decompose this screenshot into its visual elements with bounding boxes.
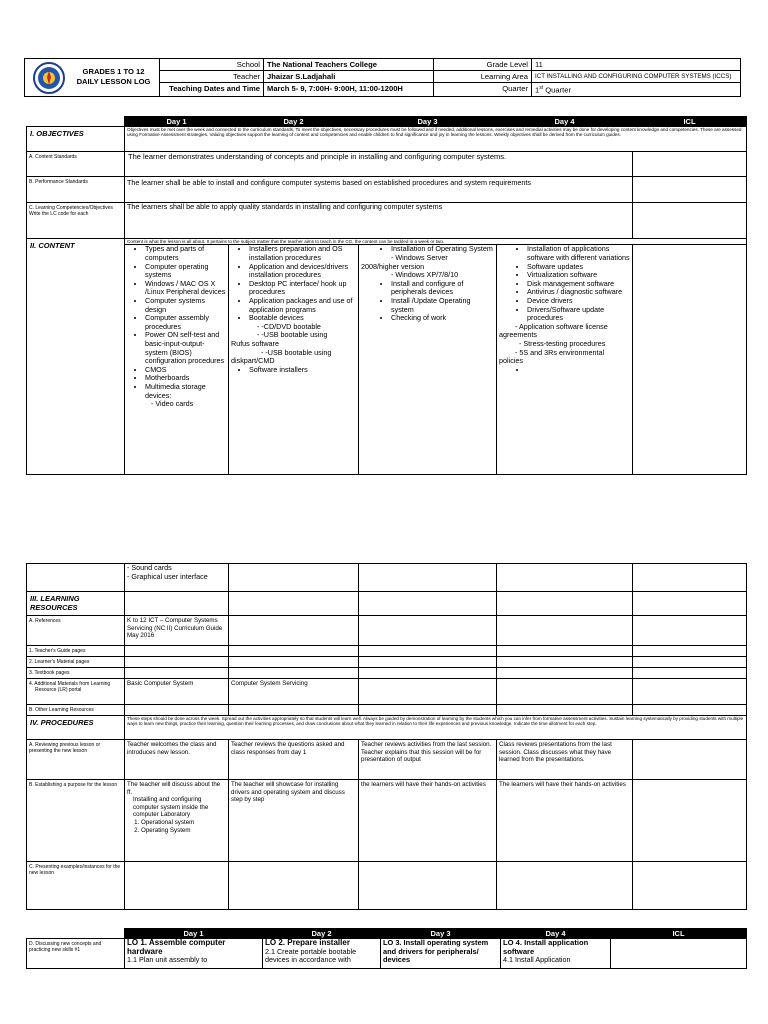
day-1-header-p3: Day 1 bbox=[125, 929, 263, 939]
teachers-guide-label: 1. Teacher's Guide pages bbox=[27, 646, 125, 657]
discussing-concepts-label: D. Discussing new concepts and practicing new skills #1 bbox=[27, 939, 125, 969]
purpose-day2: The teacher will showcase for installing drivers and operating system and discuss step by step bbox=[229, 780, 359, 862]
purpose-day1: The teacher will discuss about the ff. Installing and configuring computer system inside the computer Laboratory 1. Operational system 2. Operating System bbox=[125, 780, 229, 862]
resources-procedures-table bbox=[26, 563, 747, 910]
area-label: Learning Area bbox=[434, 71, 532, 83]
discussing-day3: LO 3. Install operating system and drivers for peripherals/ devices bbox=[381, 939, 501, 969]
content-day3: • Installation of Operating System - Windows Server 2008/higher version - Windows XP/7/8/10 • Install and configure of peripherals devices • Install /Update Operating system • Checking of work bbox=[359, 245, 497, 475]
discussion-table bbox=[26, 928, 747, 969]
dates-label: Teaching Dates and Time bbox=[160, 83, 264, 97]
textbook-label: 3. Textbook pages bbox=[27, 668, 125, 679]
other-resources-label: B. Other Learning Resources bbox=[27, 705, 125, 716]
area-value: ICT INSTALLING AND CONFIGURING COMPUTER SYSTEMS (ICCS) bbox=[532, 71, 741, 83]
header-table bbox=[24, 58, 741, 97]
content-standards-text: The learner demonstrates understanding of concepts and principle in installing and configuring computer systems. bbox=[125, 152, 633, 177]
day-3-header: Day 3 bbox=[359, 117, 497, 127]
day-2-header-p3: Day 2 bbox=[263, 929, 381, 939]
references-text: K to 12 ICT – Computer Systems Servicing (NC II) Curriculum Guide May 2016 bbox=[125, 616, 229, 646]
performance-standards-label: B. Performance Standards bbox=[27, 177, 125, 203]
log-title: DAILY LESSON LOG bbox=[76, 77, 151, 87]
resources-title: III. LEARNING RESOURCES bbox=[27, 592, 125, 616]
school-value: The National Teachers College bbox=[264, 59, 434, 71]
teacher-value: Jhaizar S.Ladjahali bbox=[264, 71, 434, 83]
content-day1: • Types and parts of computers • Computer operating systems • Windows / MAC OS X /Linux Peripheral devices • Computer systems design • Computer assembly procedures • Power ON self-test and basic-input-output-system (BIOS) configuration procedures • CMOS • Motherboards • Multimedia storage devices: - Video cards bbox=[125, 245, 229, 475]
quarter-label: Quarter bbox=[434, 83, 532, 97]
objectives-content-table bbox=[26, 116, 747, 475]
icl-header: ICL bbox=[633, 117, 747, 127]
references-label: A. References bbox=[27, 616, 125, 646]
competencies-label: C. Learning Competencies/Objectives Write the LC code for each bbox=[27, 203, 125, 239]
discussing-day1: LO 1. Assemble computer hardware 1.1 Plan unit assembly to bbox=[125, 939, 263, 969]
objectives-note: Objectives must be met over the week and connected to the curriculum standards. To meet the objectives, necessary procedures must be followed and if needed, additional lessons, exercises and remedial activities may be done for developing content knowledge and competencies. These are assessed using Formative Assessment strategies. Valuing objectives support the learning of content and competencies and enable children to find significance and joy in learning the lessons. Weekly objectives shall be derived from the curriculum guides. bbox=[125, 127, 747, 152]
reviewing-day2: Teacher reviews the questions asked and class responses from day 1 bbox=[229, 740, 359, 780]
teacher-label: Teacher bbox=[160, 71, 264, 83]
purpose-label: B. Establishing a purpose for the lesson bbox=[27, 780, 125, 862]
icl-header-p3: ICL bbox=[611, 929, 747, 939]
competencies-text: The learners shall be able to apply quality standards in installing and configuring computer systems bbox=[125, 203, 633, 239]
school-label: School bbox=[160, 59, 264, 71]
discussing-day4: LO 4. Install application software 4.1 Install Application bbox=[501, 939, 611, 969]
additional-materials-label: 4. Additional Materials from Learning Resource (LR) portal bbox=[27, 679, 125, 705]
content-title: II. CONTENT bbox=[27, 239, 125, 475]
day-4-header-p3: Day 4 bbox=[501, 929, 611, 939]
content-note: Content is what the lesson is all about. It pertains to the subject matter that the teacher aims to teach in the CG, the content can be tackled in a week or two. bbox=[125, 239, 747, 245]
discussing-day2: LO 2. Prepare installer 2.1 Create portable bootable devices in accordance with bbox=[263, 939, 381, 969]
grade-label: Grade Level bbox=[434, 59, 532, 71]
objectives-title: I. OBJECTIVES bbox=[27, 127, 125, 152]
day-1-header: Day 1 bbox=[125, 117, 229, 127]
grade-value: 11 bbox=[532, 59, 741, 71]
content-continued: - Sound cards - Graphical user interface bbox=[125, 564, 229, 592]
quarter-value: 1st Quarter bbox=[532, 83, 741, 97]
purpose-day3: the learners will have their hands-on activities bbox=[359, 780, 497, 862]
reviewing-day3: Teacher reviews activities from the last session. Teacher explains that this session will be for presentation of output bbox=[359, 740, 497, 780]
reviewing-day4: Class reviews presentations from the last session. Class discusses what they have learned from the presentations. bbox=[497, 740, 633, 780]
content-standards-label: A. Content Standards bbox=[27, 152, 125, 177]
content-day4: • Installation of applications software with different variations • Software updates • Virtualization software • Disk management software • Antivirus / diagnostic software • Device drivers • Drivers/Software update procedures - Application software license agreements - Stress-testing procedures - 5S and 3Rs environmental policies • bbox=[497, 245, 633, 475]
day-3-header-p3: Day 3 bbox=[381, 929, 501, 939]
procedures-note: These steps should be done across the week. Spread out the activities appropriately so that students will learn well. Always be guided by demonstration of learning by the students which you can infer from formative assessment activities. Sustain learning systematically by providing students with multiple ways to learn new things, practice their learning, question their learning processes, and draw conclusions about what they learned in relation to their life experiences and previous knowledge. Indicate the time allotment for each step. bbox=[125, 716, 747, 740]
presenting-examples-label: C. Presenting examples/instances for the new lesson bbox=[27, 862, 125, 910]
day-4-header: Day 4 bbox=[497, 117, 633, 127]
purpose-day4: The learners will have their hands-on activities bbox=[497, 780, 633, 862]
dates-value: March 5- 9, 7:00H- 9:00H, 11:00-1200H bbox=[264, 83, 434, 97]
reviewing-lesson-label: A. Reviewing previous lesson or presenting the new lesson bbox=[27, 740, 125, 780]
day-2-header: Day 2 bbox=[229, 117, 359, 127]
reviewing-day1: Teacher welcomes the class and introduces new lesson. bbox=[125, 740, 229, 780]
additional-day1: Basic Computer System bbox=[125, 679, 229, 705]
procedures-title: IV. PROCEDURES bbox=[27, 716, 125, 740]
additional-day2: Computer System Servicing bbox=[229, 679, 359, 705]
performance-standards-text: The learner shall be able to install and configure computer systems based on established procedures and system requirements bbox=[125, 177, 633, 203]
grades-label: GRADES 1 TO 12 bbox=[82, 67, 145, 77]
content-day2: • Installers preparation and OS installation procedures • Application and devices/drivers installation procedures • Desktop PC interface/ hook up procedures • Application packages and use of application programs • Bootable devices - -CD/DVD bootable - -USB bootable using Rufus software - -USB bootable using diskpart/CMD • Software installers bbox=[229, 245, 359, 475]
learners-material-label: 2. Learner's Material pages bbox=[27, 657, 125, 668]
